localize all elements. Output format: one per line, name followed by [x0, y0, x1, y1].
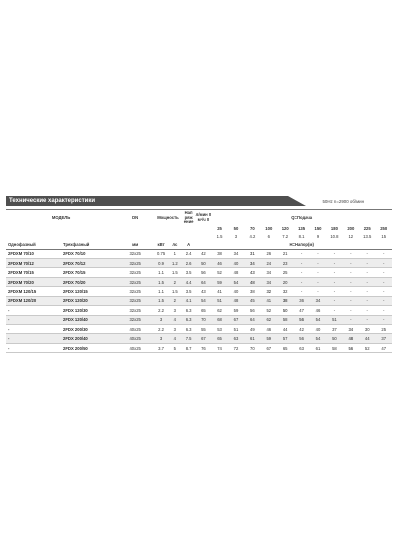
dn-value: 32x25 [116, 296, 154, 305]
head-value: 34 [228, 249, 244, 258]
head-value: 42 [195, 249, 211, 258]
current-value: 3.5 [182, 268, 196, 277]
unit-kw: кВт [154, 241, 168, 250]
flow-m3h-cell: 8.1 [298, 234, 305, 239]
head-value: 34 [261, 277, 277, 286]
power-hp-value: 5 [168, 343, 182, 352]
head-value: 25 [277, 268, 293, 277]
head-value: 57 [277, 334, 293, 343]
head-value: 38 [244, 287, 260, 296]
table-row [6, 315, 392, 324]
current-value: 7.5 [182, 334, 196, 343]
head-value: - [375, 268, 392, 277]
flow-lpm-cell: 150 [314, 226, 322, 231]
header-row-flow-lpm [6, 225, 392, 233]
power-kw-value: 2.2 [154, 325, 168, 334]
head-value: 48 [228, 268, 244, 277]
unit-hp: лс [168, 241, 182, 250]
three-phase-model: 2FDX 200/50 [61, 343, 116, 352]
unit-a: А [182, 241, 196, 250]
head-value: 59 [261, 334, 277, 343]
flow-m3h-cell: 6 [267, 234, 270, 239]
head-value: 44 [359, 334, 375, 343]
head-value: 56 [195, 268, 211, 277]
flow-lpm-cell: 250 [380, 226, 388, 231]
head-value: - [293, 277, 309, 286]
head-value: 46 [261, 325, 277, 334]
head-value: - [310, 277, 326, 286]
head-value: 31 [244, 249, 260, 258]
head-value: 24 [261, 258, 277, 267]
head-value: - [310, 249, 326, 258]
header-row-flow-m3h [6, 233, 392, 241]
current-value: 6.3 [182, 306, 196, 315]
head-value: 37 [326, 325, 342, 334]
head-value: 40 [228, 287, 244, 296]
head-value: 74 [211, 343, 227, 352]
flow-group-header: Q=Подача [291, 215, 313, 221]
current-value: 2.4 [182, 249, 196, 258]
power-hp-value: 1.5 [168, 268, 182, 277]
speed-note: 50Hz n=2900 об/мин [322, 199, 364, 204]
flow-unit-header [195, 211, 211, 225]
head-value: - [359, 315, 375, 324]
head-value: 40 [228, 258, 244, 267]
head-value: 34 [261, 268, 277, 277]
flow-m3h-cell: 13.5 [363, 234, 372, 239]
head-value: - [343, 306, 359, 315]
power-kw-value: 1.5 [154, 277, 168, 286]
head-value: 41 [211, 287, 227, 296]
table-row [6, 287, 392, 296]
head-value: 67 [195, 334, 211, 343]
power-hp-value: 4 [168, 334, 182, 343]
single-phase-model: 2FDXM 70/10 [6, 249, 61, 258]
head-value: 38 [277, 296, 293, 305]
single-phase-model: - [6, 343, 61, 352]
head-value: 34 [244, 258, 260, 267]
head-value: - [375, 249, 392, 258]
head-value: 49 [244, 325, 260, 334]
single-phase-model: 2FDXM 120/20 [6, 296, 61, 305]
flow-m3h-cell: 7.2 [282, 234, 289, 239]
three-phase-model: 2FDX 120/20 [61, 296, 116, 305]
head-value: - [343, 268, 359, 277]
head-value: - [343, 258, 359, 267]
dn-value: 32x25 [116, 306, 154, 315]
header-row-1 [6, 211, 392, 225]
head-value: 21 [277, 249, 293, 258]
three-phase-model: 2FDX 120/15 [61, 287, 116, 296]
head-value: 43 [244, 268, 260, 277]
head-value: - [359, 268, 375, 277]
flow-lpm-cell: 225 [363, 226, 371, 231]
head-value: 48 [343, 334, 359, 343]
three-phase-model: 2FDX 70/15 [61, 268, 116, 277]
head-group-header: H=Напор(м) [211, 241, 392, 250]
head-value: 51 [211, 296, 227, 305]
power-kw-value: 2.2 [154, 306, 168, 315]
head-value: - [359, 287, 375, 296]
head-value: 32 [261, 287, 277, 296]
three-phase-header: Трехфазный [61, 241, 116, 250]
single-phase-model: - [6, 334, 61, 343]
head-value: 38 [211, 249, 227, 258]
head-value: - [293, 258, 309, 267]
current-value: 6.3 [182, 315, 196, 324]
head-value: - [375, 296, 392, 305]
head-value: 58 [277, 315, 293, 324]
header-row-units [6, 241, 392, 250]
head-value: 54 [228, 277, 244, 286]
head-value: - [326, 296, 342, 305]
flow-m3h-cell: 3 [234, 234, 238, 239]
head-value: 44 [277, 325, 293, 334]
head-value: 51 [228, 325, 244, 334]
head-value: 64 [195, 277, 211, 286]
head-value: 63 [293, 343, 309, 352]
head-value: 61 [244, 334, 260, 343]
head-value: 70 [244, 343, 260, 352]
flow-m3h-cell: 15 [381, 234, 387, 239]
table-row [6, 296, 392, 305]
head-value: 41 [261, 296, 277, 305]
spec-table-body [6, 249, 392, 353]
head-value: - [293, 268, 309, 277]
power-hp-value: 1 [168, 249, 182, 258]
head-value: - [310, 287, 326, 296]
current-value: 2.6 [182, 258, 196, 267]
single-phase-model: - [6, 306, 61, 315]
head-value: 45 [244, 296, 260, 305]
head-value: - [326, 268, 342, 277]
head-value: - [359, 277, 375, 286]
head-value: 34 [310, 296, 326, 305]
three-phase-model: 2FDX 70/20 [61, 277, 116, 286]
head-value: - [343, 277, 359, 286]
flow-m3h-cell: 1.5 [216, 234, 223, 239]
dn-value: 32x25 [116, 258, 154, 267]
head-value: - [343, 249, 359, 258]
table-row [6, 277, 392, 286]
head-value: 67 [261, 343, 277, 352]
head-value: 58 [326, 343, 342, 352]
head-value: 65 [195, 306, 211, 315]
head-value: 30 [359, 325, 375, 334]
head-value: 54 [310, 334, 326, 343]
head-value: - [310, 268, 326, 277]
head-value: 32 [277, 287, 293, 296]
head-value: - [310, 258, 326, 267]
power-kw-value: 1.1 [154, 287, 168, 296]
head-value: - [375, 315, 392, 324]
power-hp-value: 3 [168, 325, 182, 334]
current-value: 4.4 [182, 277, 196, 286]
flow-lpm-cell: 100 [265, 226, 273, 231]
head-value: - [375, 258, 392, 267]
head-value: 50 [195, 258, 211, 267]
head-value: 59 [228, 306, 244, 315]
table-row [6, 249, 392, 258]
three-phase-model: 2FDX 120/40 [61, 315, 116, 324]
dn-value: 32x25 [116, 249, 154, 258]
head-value: 34 [343, 325, 359, 334]
current-value: 3.5 [182, 287, 196, 296]
head-value: - [326, 249, 342, 258]
single-phase-model: 2FDXM 70/12 [6, 258, 61, 267]
power-hp-value: 1.2 [168, 258, 182, 267]
unit-mm: мм [116, 241, 154, 250]
three-phase-model: 2FDX 70/10 [61, 249, 116, 258]
flow-m3h-cell: 12 [348, 234, 354, 239]
head-value: 51 [326, 315, 342, 324]
flow-m3h-cell: 9 [316, 234, 320, 239]
head-value: 53 [211, 325, 227, 334]
head-value: 65 [211, 334, 227, 343]
head-value: 52 [261, 306, 277, 315]
head-value: 64 [244, 315, 260, 324]
dn-value: 32x25 [116, 287, 154, 296]
head-value: - [359, 296, 375, 305]
dn-value: 40x25 [116, 343, 154, 352]
head-value: 72 [228, 343, 244, 352]
head-value: 40 [310, 325, 326, 334]
table-row [6, 258, 392, 267]
current-value: 4.1 [182, 296, 196, 305]
spec-table [6, 211, 392, 353]
table-row [6, 334, 392, 343]
table-row [6, 343, 392, 352]
head-value: - [359, 306, 375, 315]
flow-lpm-cell: 180 [330, 226, 338, 231]
head-value: 46 [211, 258, 227, 267]
dn-value: 32x25 [116, 277, 154, 286]
head-value: 67 [228, 315, 244, 324]
head-value: - [326, 287, 342, 296]
head-value: - [343, 287, 359, 296]
dn-value: 32x25 [116, 268, 154, 277]
head-value: 43 [195, 287, 211, 296]
three-phase-model: 2FDX 200/30 [61, 325, 116, 334]
power-hp-value: 2 [168, 296, 182, 305]
head-value: 62 [211, 306, 227, 315]
head-value: 25 [375, 325, 392, 334]
head-value: - [375, 287, 392, 296]
head-value: 54 [195, 296, 211, 305]
head-value: - [326, 258, 342, 267]
flow-unit-m3h: м³/ч 0 [197, 216, 210, 222]
head-value: 52 [211, 268, 227, 277]
head-value: 68 [211, 315, 227, 324]
power-hp-value: 4 [168, 315, 182, 324]
current-value: 6.3 [182, 325, 196, 334]
current-header: Нап ряж ение [183, 211, 194, 224]
flow-unit-lpm: л/мин 0 [195, 212, 212, 218]
power-header: Мощность [157, 215, 179, 221]
head-value: 48 [228, 296, 244, 305]
head-value: 56 [244, 306, 260, 315]
head-value: - [343, 315, 359, 324]
flow-lpm-cell: 50 [233, 226, 239, 231]
head-value: 54 [310, 315, 326, 324]
head-value: 56 [293, 315, 309, 324]
power-kw-value: 3.7 [154, 343, 168, 352]
head-value: 76 [195, 343, 211, 352]
dn-value: 40x25 [116, 325, 154, 334]
dn-header: DN [132, 215, 139, 221]
power-hp-value: 2 [168, 277, 182, 286]
flow-lpm-cell: 70 [250, 226, 255, 231]
head-value: 50 [326, 334, 342, 343]
power-kw-value: 0.9 [154, 258, 168, 267]
head-value: 47 [375, 343, 392, 352]
head-value: 56 [293, 334, 309, 343]
single-phase-model: 2FDXM 120/15 [6, 287, 61, 296]
head-value: 47 [293, 306, 309, 315]
head-value: 62 [261, 315, 277, 324]
table-row [6, 268, 392, 277]
three-phase-model: 2FDX 200/40 [61, 334, 116, 343]
head-value: 46 [310, 306, 326, 315]
head-value: 42 [293, 325, 309, 334]
single-phase-header: Однофазный [6, 241, 61, 250]
dn-value: 32x25 [116, 315, 154, 324]
flow-lpm-cell: 200 [347, 226, 355, 231]
power-hp-value: 3 [168, 306, 182, 315]
head-value: - [343, 296, 359, 305]
power-kw-value: 3 [154, 315, 168, 324]
head-value: - [359, 258, 375, 267]
head-value: 59 [211, 277, 227, 286]
power-hp-value: 1.5 [168, 287, 182, 296]
head-value: - [375, 306, 392, 315]
flow-lpm-cell: 120 [281, 226, 289, 231]
three-phase-model: 2FDX 120/30 [61, 306, 116, 315]
flow-m3h-cell: 4.2 [249, 234, 256, 239]
single-phase-model: 2FDXM 70/15 [6, 268, 61, 277]
head-value: 48 [244, 277, 260, 286]
power-kw-value: 3 [154, 334, 168, 343]
flow-lpm-cell: 25 [217, 226, 222, 231]
head-value: 26 [261, 249, 277, 258]
current-value: 8.7 [182, 343, 196, 352]
head-value: 63 [228, 334, 244, 343]
table-row [6, 325, 392, 334]
power-kw-value: 0.75 [154, 249, 168, 258]
head-value: - [375, 277, 392, 286]
head-value: 70 [195, 315, 211, 324]
single-phase-model: - [6, 325, 61, 334]
section-title: Технические характеристики [9, 198, 96, 204]
dn-value: 40x25 [116, 334, 154, 343]
head-value: 37 [375, 334, 392, 343]
head-value: - [359, 249, 375, 258]
head-value: - [293, 287, 309, 296]
power-kw-value: 1.1 [154, 268, 168, 277]
head-value: 55 [195, 325, 211, 334]
flow-lpm-cell: 135 [298, 226, 306, 231]
head-value: 20 [277, 277, 293, 286]
head-value: 61 [310, 343, 326, 352]
three-phase-model: 2FDX 70/12 [61, 258, 116, 267]
single-phase-model: - [6, 315, 61, 324]
flow-m3h-cell: 10.8 [330, 234, 339, 239]
model-header: МОДЕЛЬ [51, 215, 71, 221]
power-kw-value: 1.5 [154, 296, 168, 305]
top-rule [6, 209, 392, 210]
head-value: 52 [359, 343, 375, 352]
head-value: - [293, 249, 309, 258]
head-value: 56 [343, 343, 359, 352]
head-value: - [326, 277, 342, 286]
table-row [6, 306, 392, 315]
head-value: 36 [293, 296, 309, 305]
head-value: - [326, 306, 342, 315]
head-value: 65 [277, 343, 293, 352]
head-value: 50 [277, 306, 293, 315]
head-value: 23 [277, 258, 293, 267]
single-phase-model: 2FDXM 70/20 [6, 277, 61, 286]
